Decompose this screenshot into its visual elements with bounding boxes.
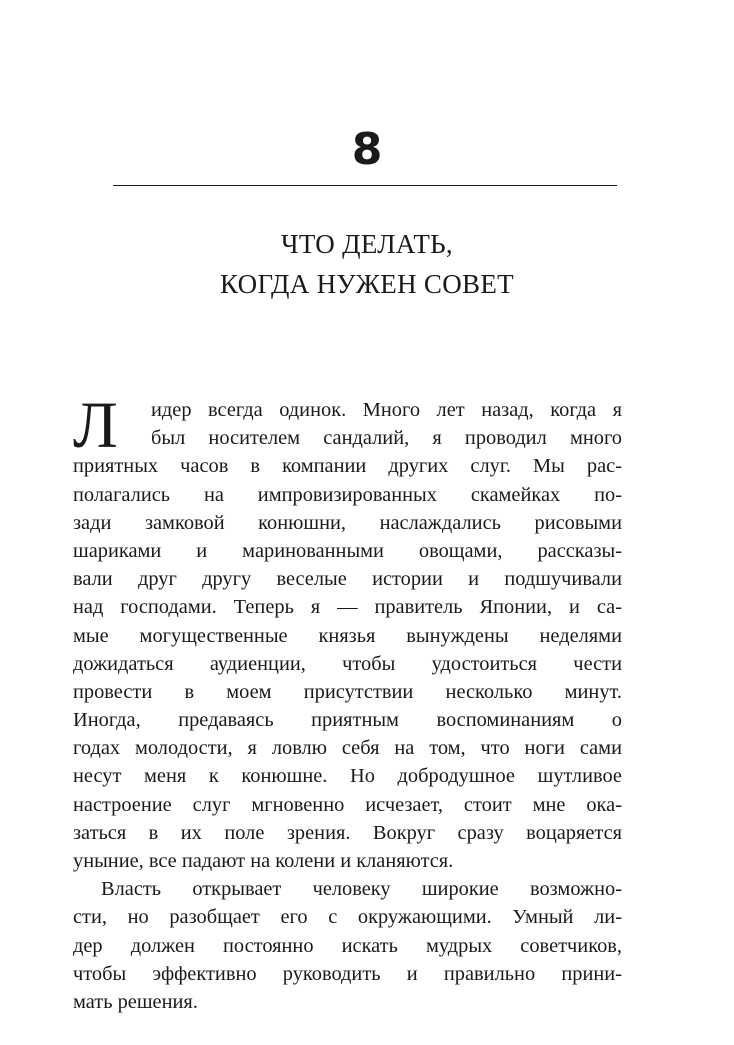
text-line: годах молодости, я ловлю себя на том, что ноги сами [73, 737, 622, 760]
chapter-number: 8 [351, 124, 383, 175]
text-line: дер должен постоянно искать мудрых советчиков, [73, 934, 622, 957]
text-line: Иногда, предаваясь приятным воспоминаниям о [73, 709, 622, 732]
text-line: мые могущественные князья вынуждены неделями [73, 624, 622, 647]
text-line: был носителем сандалий, я проводил много [151, 427, 622, 450]
text-line: чтобы эффективно руководить и правильно прини- [73, 962, 622, 985]
text-line: уныние, все падают на колени и кланяются. [73, 850, 454, 872]
text-line: дожидаться аудиенции, чтобы удостоиться чести [73, 652, 622, 675]
chapter-title-line-2: КОГДА НУЖЕН СОВЕТ [220, 269, 514, 299]
text-line: мать решения. [73, 990, 198, 1013]
text-line: вали друг другу веселые истории и подшучивали [73, 568, 622, 591]
text-line: заться в их поле зрения. Вокруг сразу воцаряется [73, 821, 622, 844]
chapter-title [0, 224, 734, 304]
text-line: полагались на импровизированных скамейках по- [73, 483, 622, 506]
text-line: несут меня к конюшне. Но добродушное шутливое [73, 765, 622, 788]
text-line: над господами. Теперь я — правитель Японии, и са- [73, 596, 622, 619]
text-line: провести в моем присутствии несколько минут. [73, 680, 622, 703]
body-text [73, 389, 622, 1016]
text-line: Власть открывает человеку широкие возможно- [101, 878, 622, 901]
text-line: настроение слуг мгновенно исчезает, стоит мне ока- [73, 793, 622, 816]
paragraph-1 [73, 389, 622, 875]
text-line: шариками и маринованными овощами, рассказы- [73, 539, 622, 562]
text-line: сти, но разобщает его с окружающими. Умный ли- [73, 906, 622, 929]
chapter-divider [113, 185, 617, 186]
text-line: зади замковой конюшни, наслаждались рисовыми [73, 511, 622, 534]
drop-cap: Л [73, 389, 118, 462]
chapter-title-line-1: ЧТО ДЕЛАТЬ, [281, 229, 453, 259]
text-line: идер всегда одинок. Много лет назад, когда я [151, 399, 622, 421]
paragraph-2 [73, 875, 622, 1016]
text-line: приятных часов в компании других слуг. Мы рас- [73, 455, 622, 478]
